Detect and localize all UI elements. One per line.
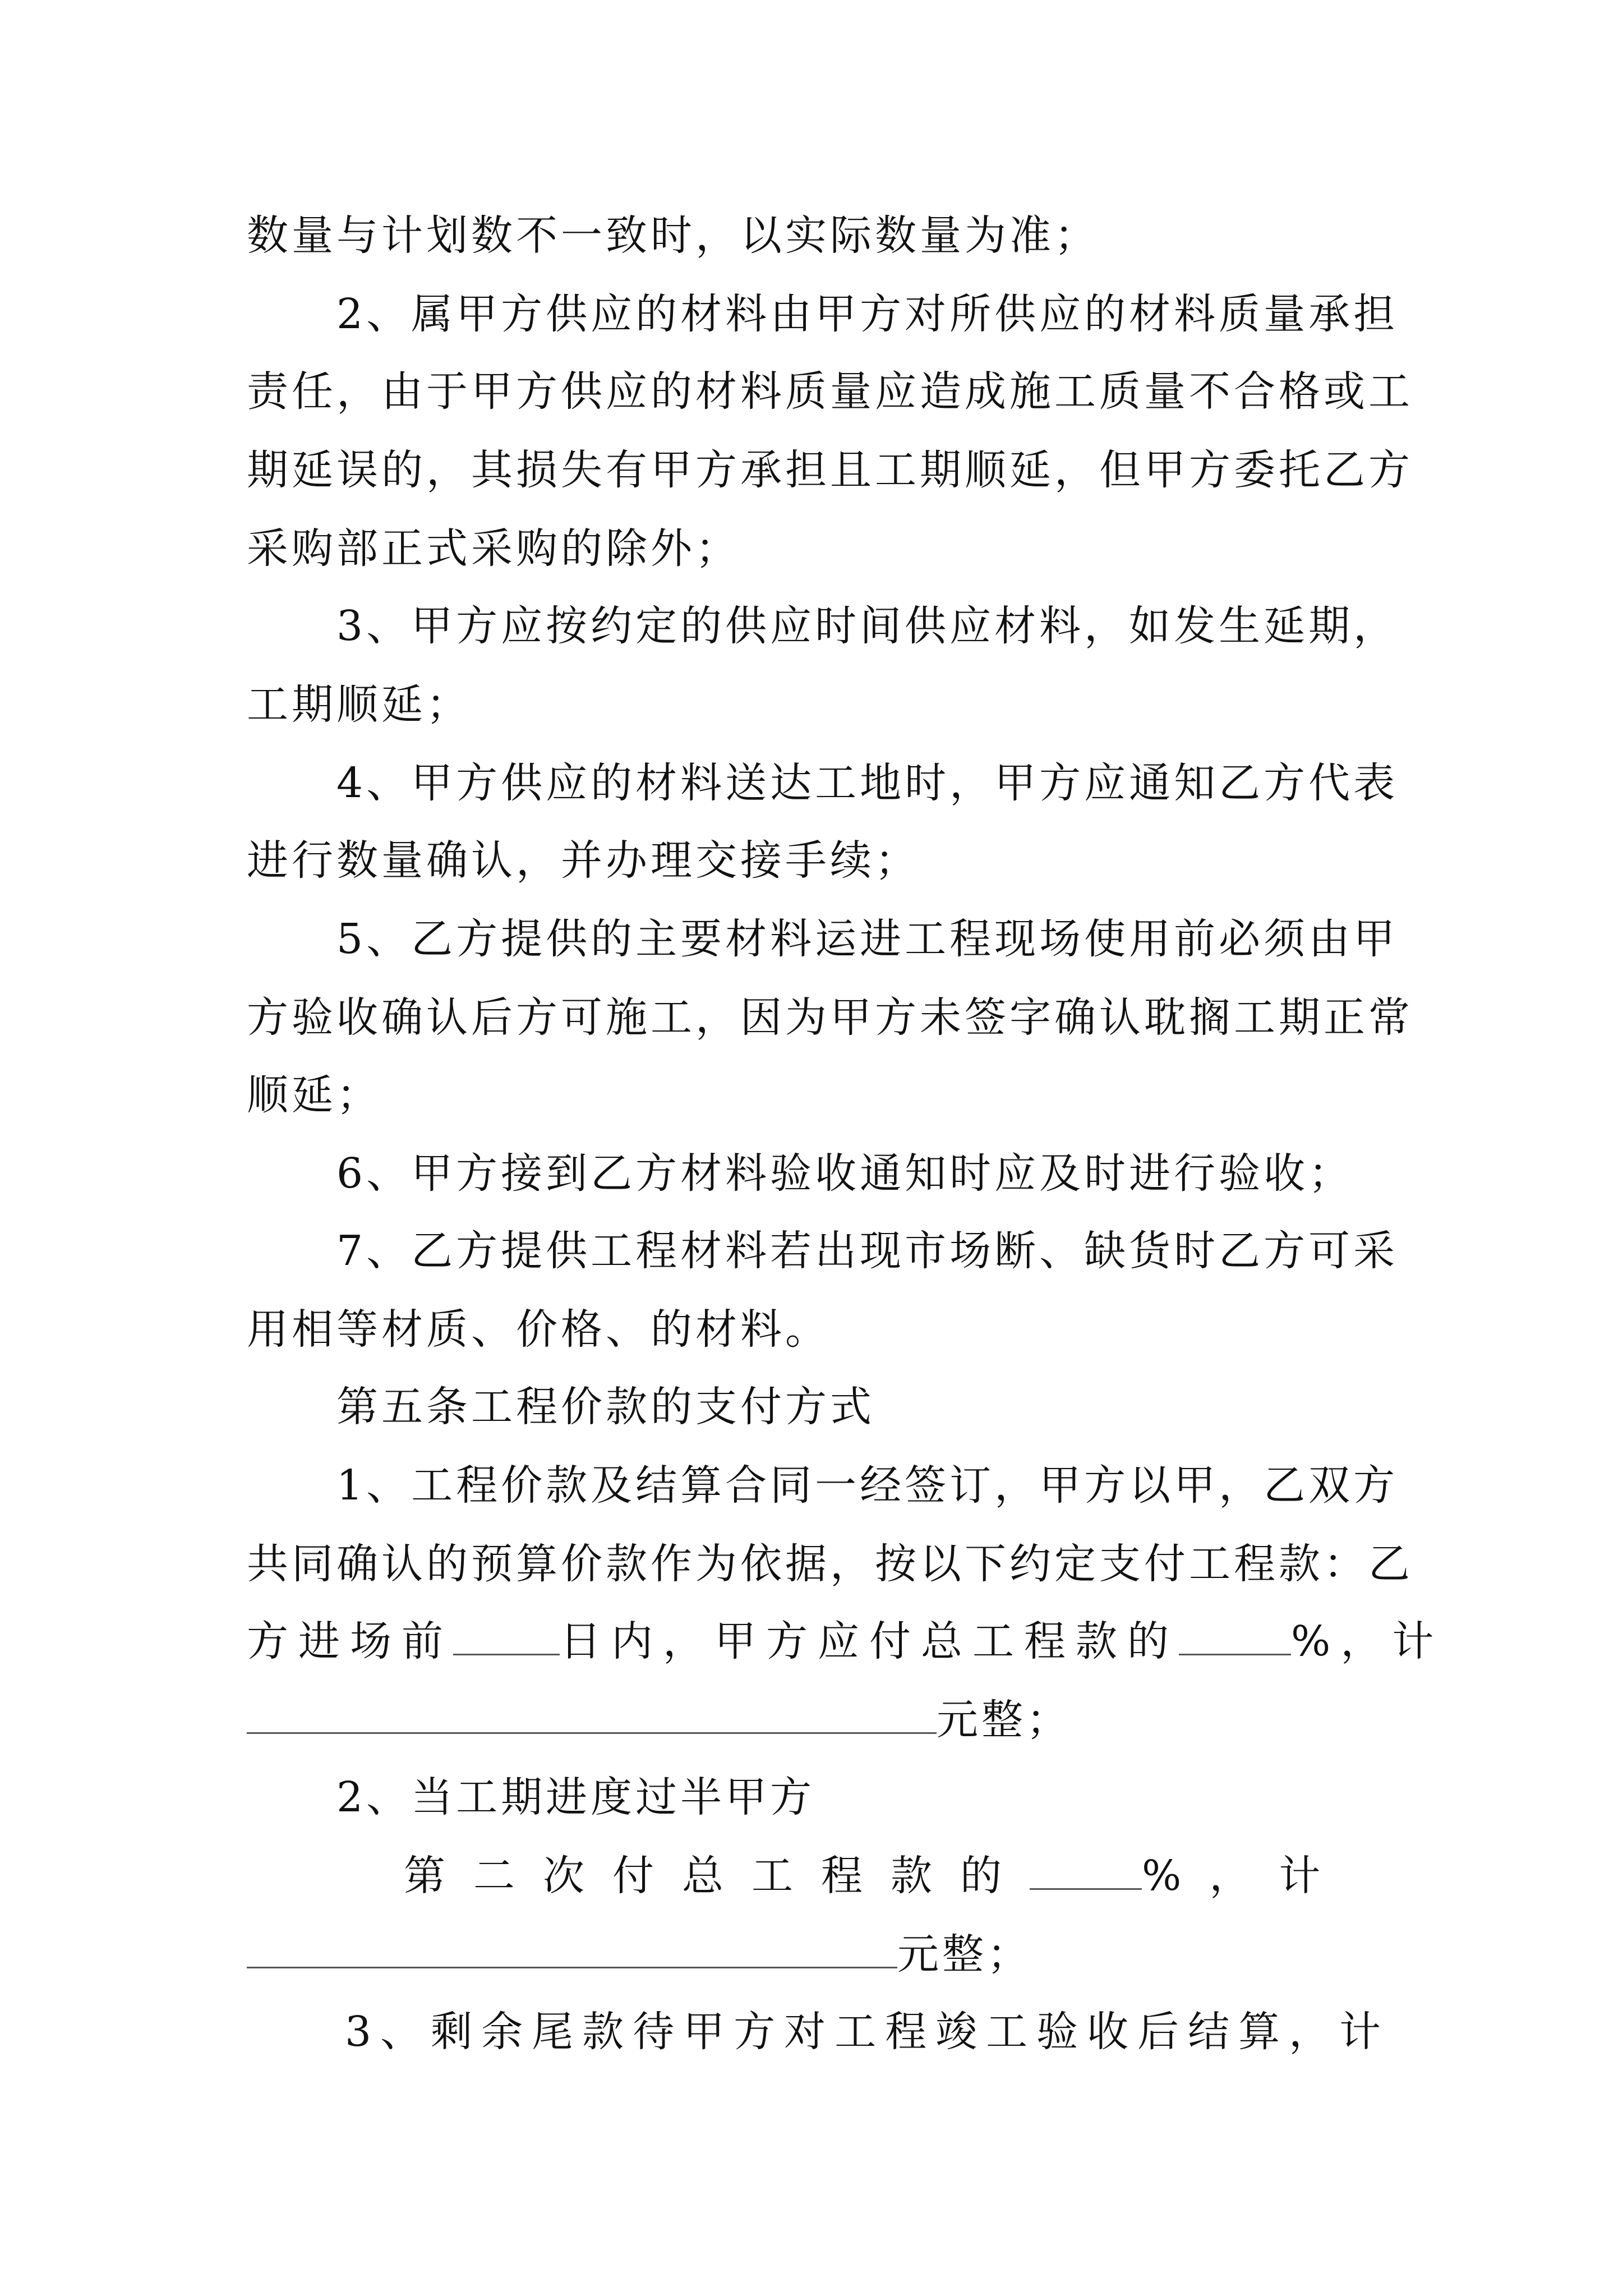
line-text: 日内，甲方应付总工程款的: [560, 1617, 1179, 1665]
text-line: 方验收确认后方可施工，因为甲方未签字确认耽搁工期正常: [247, 993, 1413, 1042]
fill-in-blank: [453, 1614, 560, 1655]
fill-in-blank: [247, 1927, 897, 1968]
text-line: 用相等材质、价格、的材料。: [247, 1305, 830, 1354]
text-line: 5、乙方提供的主要材料运进工程现场使用前必须由甲: [336, 915, 1399, 963]
text-line: 4、甲方供应的材料送达工地时，甲方应通知乙方代表: [336, 759, 1399, 807]
text-line-with-blanks: [247, 1613, 1444, 1669]
line-text: 元整；: [937, 1696, 1071, 1744]
line-text: %，计: [1291, 1617, 1444, 1665]
text-line: 期延误的，其损失有甲方承担且工期顺延，但甲方委托乙方: [247, 446, 1413, 494]
line-text: 第二次付总工程款的: [404, 1852, 1030, 1900]
line-text: 元整；: [897, 1930, 1032, 1978]
text-line-with-blanks: [247, 1692, 1391, 1748]
text-line-with-blanks: [247, 1926, 1391, 1982]
fill-in-blank: [247, 1693, 937, 1734]
text-line: 1、工程价款及结算合同一经签订，甲方以甲，乙双方: [336, 1461, 1399, 1510]
text-line: 工期顺延；: [247, 680, 471, 729]
text-line: 进行数量确认，并办理交接手续；: [247, 836, 920, 885]
section-heading: 第五条工程价款的支付方式: [336, 1383, 875, 1431]
fill-in-blank: [1030, 1849, 1142, 1890]
text-line: 责任，由于甲方供应的材料质量应造成施工质量不合格或工: [247, 367, 1413, 416]
text-line: 3、甲方应按约定的供应时间供应材料，如发生延期，: [336, 602, 1399, 650]
text-line: 2、属甲方供应的材料由甲方对所供应的材料质量承担: [336, 290, 1399, 338]
line-text: 方进场前: [247, 1617, 453, 1665]
text-line: 7、乙方提供工程材料若出现市场断、缺货时乙方可采: [336, 1227, 1399, 1275]
line-text: %，计: [1142, 1852, 1349, 1900]
text-line: 顺延；: [247, 1071, 381, 1119]
text-line-with-blanks: [404, 1848, 1391, 1904]
fill-in-blank: [1179, 1614, 1291, 1655]
text-line: 数量与计划数不一致时，以实际数量为准；: [247, 211, 1099, 260]
text-line: 共同确认的预算价款作为依据，按以下约定支付工程款：乙: [247, 1540, 1413, 1588]
text-line: 采购部正式采购的除外；: [247, 524, 740, 573]
text-line: 3、剩余尾款待甲方对工程竣工验收后结算，计: [345, 2008, 1390, 2056]
text-line: 2、当工期进度过半甲方: [336, 1773, 815, 1821]
text-line: 6、甲方接到乙方材料验收通知时应及时进行验收；: [336, 1149, 1354, 1198]
